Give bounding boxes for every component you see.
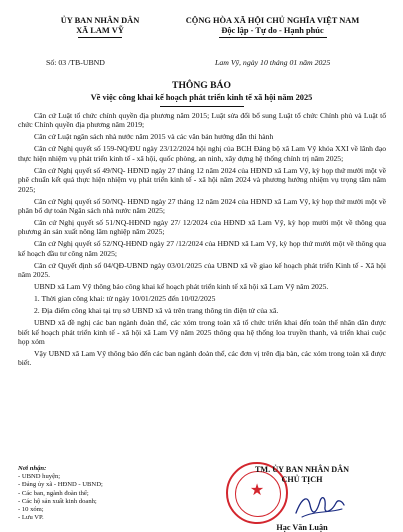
body-paragraph: 1. Thời gian công khai: từ ngày 10/01/2025 đến 10/02/2025 — [34, 294, 216, 304]
authority-underline — [78, 37, 122, 38]
recipient-item: - UBND huyện; — [18, 473, 61, 481]
document-number: Số: 03 /TB-UBND — [46, 58, 105, 67]
motto: Độc lập - Tự do - Hạnh phúc — [221, 26, 324, 35]
body-paragraph: Căn cứ Luật ngân sách nhà nước năm 2015 và các văn bản hướng dẫn thi hành — [34, 132, 274, 142]
recipient-item: - Đảng ủy xã - HĐND - UBND; — [18, 481, 103, 489]
recipients-list — [18, 465, 103, 522]
recipient-item: - Các hộ sản xuất kinh doanh; — [18, 497, 97, 505]
body-paragraph: Căn cứ Nghị quyết số 51/NQ-HĐND ngày 27/ 12/2024 của HĐND xã Lam Vỹ, kỳ họp mười một về thông qua phương án sản xuất nông lâm nghiệp năm 2025; — [18, 218, 386, 237]
authority-name: ỦY BAN NHÂN DÂN — [60, 16, 140, 25]
handwritten-signature — [292, 491, 348, 521]
recipients-heading: Nơi nhận: — [18, 465, 47, 472]
recipient-item: - Lưu VP. — [18, 514, 44, 522]
authority-commune: XÃ LAM VỸ — [76, 26, 124, 35]
document-date: Lam Vỹ, ngày 10 tháng 01 năm 2025 — [215, 58, 331, 67]
issuing-authority — [40, 16, 160, 38]
body-paragraph: UBND xã Lam Vỹ thông báo công khai kế hoạch phát triển kinh tế xã hội xã Lam Vỹ năm 2025. — [34, 282, 329, 292]
body-paragraph: UBND xã đề nghị các ban ngành đoàn thể, các xóm trong toàn xã tổ chức triển khai đến toàn thể nhân dân được biết kế hoạch phát triển kinh tế - xã hội xã Lam Vỹ năm 2025 thông qua hệ thống loa truyền thanh, và triển khai cuộc họp xóm — [18, 318, 386, 347]
signer-organization: TM. ỦY BAN NHÂN DÂN — [254, 465, 350, 474]
signer-role: CHỦ TỊCH — [281, 475, 323, 484]
body-paragraph: Vậy UBND xã Lam Vỹ thông báo đến các ban ngành đoàn thể, các đơn vị trên địa bàn, các xóm trong toàn xã được biết. — [18, 349, 386, 368]
body-paragraph: Căn cứ Nghị quyết số 159-NQ/ĐU ngày 23/12/2024 hội nghị của BCH Đảng bộ xã Lam Vỹ khóa XXI về lãnh đạo thực hiện nhiệm vụ phát triển kinh tế - xã hội, quốc phòng, an ninh, xây dựng hệ thống chính trị năm 2025; — [18, 144, 386, 163]
body-paragraph: Căn cứ Luật tổ chức chính quyền địa phương năm 2015; Luật sửa đổi bổ sung Luật tổ chức Chính phủ và Luật tổ chức Chính quyền địa phương năm 2019; — [18, 111, 386, 130]
body-paragraph: Căn cứ Quyết định số 04/QĐ-UBND ngày 03/01/2025 của UBND xã về giao kế hoạch phát triển Kinh tế - Xã hội năm 2025. — [18, 260, 386, 280]
body-paragraph: Căn cứ Nghị quyết số 49/NQ- HĐND ngày 27 tháng 12 năm 2024 của HĐND xã Lam Vỹ, kỳ họp thứ mười một về phê chuẩn kết quả thực hiện nhiệm vụ phát triển kinh tế - xã hội năm 2024 và phương hướng nhiệm vụ trọng tâm năm 2025; — [18, 165, 386, 194]
subject-underline — [160, 106, 244, 107]
body-paragraph: 2. Địa điểm công khai tại trụ sở UBND xã và trên trang thông tin điện tử của xã. — [34, 306, 279, 316]
country-name: CỘNG HÒA XÃ HỘI CHỦ NGHĨA VIỆT NAM — [185, 16, 360, 25]
national-motto — [165, 16, 380, 38]
document-body — [18, 111, 386, 370]
document-title: THÔNG BÁO — [172, 80, 231, 91]
recipient-item: - Các ban, ngành đoàn thể; — [18, 489, 89, 497]
body-paragraph: Căn cứ Nghị quyết số 52/NQ-HĐND ngày 27 /12/2024 của HĐND xã Lam Vỹ, kỳ họp thứ mười một về thông qua kế hoạch đầu tư công năm 2025; — [18, 239, 386, 258]
document-subject: Về việc công khai kế hoạch phát triển kinh tế xã hội năm 2025 — [90, 93, 313, 102]
motto-underline — [219, 37, 327, 38]
body-paragraph: Căn cứ Nghị quyết số 50/NQ- HĐND ngày 27 tháng 12 năm 2024 của HĐND xã Lam Vỹ, kỳ họp thứ mười một về phân bổ dự toán Ngân sách nhà nước năm 2025; — [18, 196, 386, 216]
recipient-item: - 10 xóm; — [18, 506, 44, 514]
signer-name: Hạc Văn Luận — [276, 523, 328, 532]
star-icon: ★ — [249, 482, 265, 499]
